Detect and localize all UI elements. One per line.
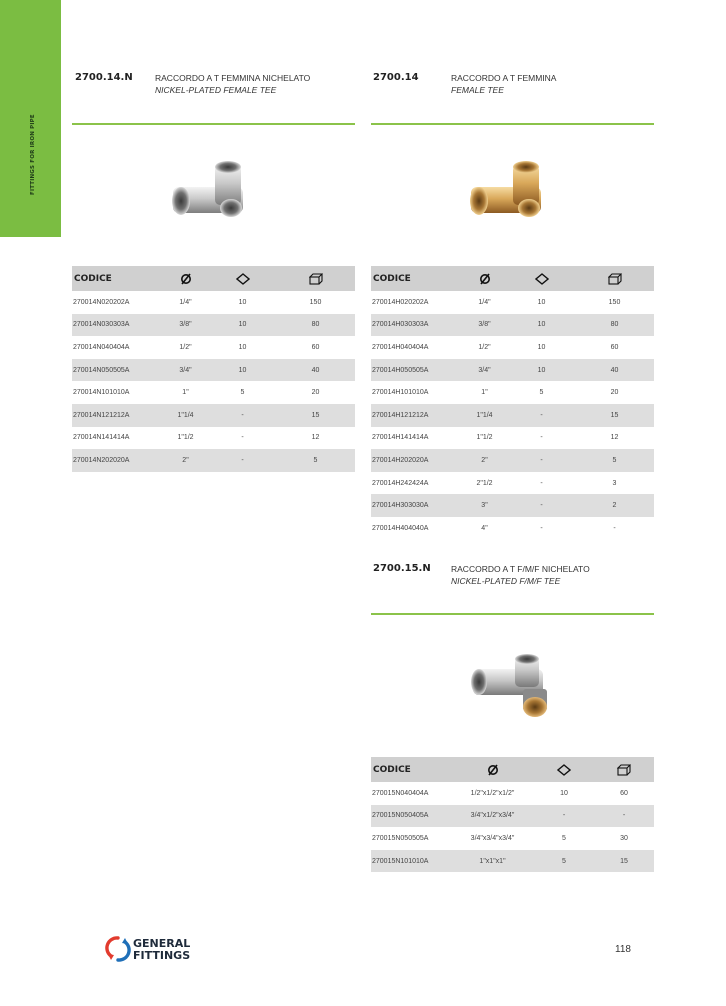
column-header-wrench <box>209 266 276 291</box>
cell-code: 270014H040404A <box>372 343 429 351</box>
table-row <box>371 805 654 828</box>
column-header-wrench <box>534 757 594 782</box>
column-header-diameter <box>461 266 508 291</box>
hex-wrench-icon <box>557 764 571 776</box>
table-row <box>72 404 355 427</box>
product-name-it: RACCORDO A T FEMMINA <box>451 73 557 83</box>
product-name-en: NICKEL-PLATED F/M/F TEE <box>451 576 561 586</box>
table-row <box>72 381 355 404</box>
product-table-2700-15-n <box>371 757 654 872</box>
cell-code: 270014H141414A <box>372 434 429 442</box>
cell-size: 1"1/4 <box>162 404 209 427</box>
diameter-icon <box>479 273 491 285</box>
cell-size: 3" <box>461 494 508 517</box>
cell-wrench: - <box>209 449 276 472</box>
sidebar-section-label: FITTINGS FOR IRON PIPE <box>30 114 36 195</box>
hex-wrench-icon <box>236 273 250 285</box>
table-row <box>371 472 654 495</box>
cell-pack: 60 <box>620 789 628 797</box>
cell-code: 270014N020202A <box>73 298 130 306</box>
box-icon <box>309 273 323 285</box>
product-code: 2700.14.N <box>75 72 133 83</box>
brass-female-tee-image <box>411 135 611 255</box>
logo-mark-icon <box>105 935 131 963</box>
cell-pack: 80 <box>575 314 654 337</box>
cell-wrench: - <box>534 805 594 828</box>
product-code: 2700.14 <box>373 72 419 83</box>
cell-pack: 150 <box>309 298 322 306</box>
cell-pack: - <box>613 524 616 532</box>
table-row <box>371 494 654 517</box>
table-row <box>72 291 355 314</box>
table-row <box>72 449 355 472</box>
cell-size: 1" <box>182 389 189 397</box>
cell-pack: 80 <box>276 314 355 337</box>
table-header-row <box>72 266 355 291</box>
table-row <box>371 427 654 450</box>
nickel-female-tee-image <box>113 135 313 255</box>
diameter-icon <box>180 273 192 285</box>
cell-size: 4" <box>481 524 488 532</box>
cell-code: 270015N050505A <box>372 834 429 842</box>
cell-wrench: 10 <box>537 298 546 306</box>
cell-wrench: 5 <box>539 389 544 397</box>
table-row <box>371 381 654 404</box>
cell-wrench: - <box>508 494 575 517</box>
cell-pack: 40 <box>276 359 355 382</box>
table-row <box>72 427 355 450</box>
cell-size: 3/4"x1/2"x3/4" <box>451 805 534 828</box>
cell-wrench: 10 <box>560 789 568 797</box>
cell-size: 1/2" <box>478 343 491 351</box>
table-row <box>371 850 654 873</box>
product-name-it: RACCORDO A T F/M/F NICHELATO <box>451 564 590 574</box>
cell-wrench: 5 <box>534 850 594 873</box>
table-header-row <box>371 266 654 291</box>
cell-code: 270014H242424A <box>372 479 429 487</box>
cell-code: 270014N050505A <box>72 359 162 382</box>
cell-size: 2"1/2 <box>476 479 493 487</box>
cell-wrench: - <box>508 404 575 427</box>
cell-size: 1/2"x1/2"x1/2" <box>470 789 515 797</box>
table-row <box>72 359 355 382</box>
cell-code: 270014H030303A <box>371 314 461 337</box>
cell-code: 270014H121212A <box>371 404 461 427</box>
cell-size: 1"1/2 <box>476 434 493 442</box>
cell-size: 3/8" <box>162 314 209 337</box>
cell-code: 270014H020202A <box>372 298 429 306</box>
table-row <box>371 782 654 805</box>
hex-wrench-icon <box>535 273 549 285</box>
logo-wordmark <box>133 938 190 962</box>
logo-line-1: GENERAL <box>133 937 191 950</box>
cell-pack: 15 <box>594 850 654 873</box>
cell-wrench: - <box>508 449 575 472</box>
cell-pack: 60 <box>610 343 619 351</box>
column-header-codice: CODICE <box>371 266 461 291</box>
cell-wrench: 10 <box>537 343 546 351</box>
cell-pack: 2 <box>575 494 654 517</box>
cell-size: 1" <box>481 389 488 397</box>
table-row <box>371 827 654 850</box>
product-header-2700-14 <box>373 72 653 102</box>
column-header-packaging <box>575 266 654 291</box>
cell-code: 270015N101010A <box>371 850 451 873</box>
cell-pack: 12 <box>610 434 619 442</box>
cell-wrench: 5 <box>562 834 566 842</box>
cell-pack: - <box>594 805 654 828</box>
cell-code: 270014N040404A <box>73 343 130 351</box>
cell-pack: 3 <box>612 479 617 487</box>
table-row <box>371 314 654 337</box>
column-header-packaging <box>594 757 654 782</box>
cell-wrench: 5 <box>240 389 245 397</box>
product-header-2700-15-n <box>373 563 653 593</box>
cell-pack: 20 <box>311 389 320 397</box>
box-icon <box>608 273 622 285</box>
cell-pack: 15 <box>575 404 654 427</box>
cell-wrench: 10 <box>508 359 575 382</box>
section-divider <box>371 123 654 125</box>
table-row <box>371 517 654 540</box>
box-icon <box>617 764 631 776</box>
table-row <box>371 359 654 382</box>
cell-pack: 20 <box>610 389 619 397</box>
column-header-diameter <box>162 266 209 291</box>
cell-code: 270014H303030A <box>371 494 461 517</box>
cell-code: 270015N040404A <box>372 789 429 797</box>
cell-code: 270014H101010A <box>372 389 429 397</box>
column-header-codice: CODICE <box>72 266 162 291</box>
cell-code: 270014N141414A <box>73 434 130 442</box>
sidebar-tab <box>0 0 61 237</box>
cell-pack: 150 <box>608 298 621 306</box>
product-name-it: RACCORDO A T FEMMINA NICHELATO <box>155 73 311 83</box>
product-table-2700-14 <box>371 266 654 540</box>
page-number: 118 <box>615 944 631 955</box>
column-header-packaging <box>276 266 355 291</box>
column-header-wrench <box>508 266 575 291</box>
cell-size: 1"x1"x1" <box>451 850 534 873</box>
column-header-diameter <box>451 757 534 782</box>
cell-size: 3/4" <box>461 359 508 382</box>
cell-wrench: - <box>540 524 543 532</box>
cell-wrench: 10 <box>238 343 247 351</box>
cell-code: 270014H202020A <box>371 449 461 472</box>
cell-code: 270014N121212A <box>72 404 162 427</box>
table-row <box>371 404 654 427</box>
table-row <box>371 291 654 314</box>
cell-code: 270014N030303A <box>72 314 162 337</box>
logo-line-2: FITTINGS <box>133 949 191 962</box>
table-row <box>72 314 355 337</box>
product-header-2700-14-n <box>75 72 355 102</box>
cell-wrench: 10 <box>209 359 276 382</box>
cell-pack: 30 <box>620 834 628 842</box>
cell-code: 270014N101010A <box>73 389 130 397</box>
cell-wrench: - <box>241 434 244 442</box>
cell-size: 1"1/2 <box>177 434 194 442</box>
cell-code: 270014H050505A <box>371 359 461 382</box>
cell-pack: 60 <box>311 343 320 351</box>
cell-code: 270015N050405A <box>371 805 451 828</box>
cell-pack: 12 <box>311 434 320 442</box>
general-fittings-logo <box>105 935 215 967</box>
product-code: 2700.15.N <box>373 563 431 574</box>
cell-wrench: - <box>209 404 276 427</box>
cell-size: 1"1/4 <box>461 404 508 427</box>
column-header-codice: CODICE <box>371 757 451 782</box>
cell-wrench: 10 <box>209 314 276 337</box>
cell-size: 3/4"x3/4"x3/4" <box>470 834 515 842</box>
cell-size: 3/4" <box>162 359 209 382</box>
cell-wrench: - <box>540 434 543 442</box>
section-divider <box>72 123 355 125</box>
cell-pack: 40 <box>575 359 654 382</box>
cell-size: 1/2" <box>179 343 192 351</box>
cell-pack: 5 <box>276 449 355 472</box>
cell-size: 1/4" <box>179 298 192 306</box>
cell-size: 2" <box>461 449 508 472</box>
cell-pack: 15 <box>276 404 355 427</box>
table-row <box>371 336 654 359</box>
nickel-fmf-tee-image <box>411 627 611 747</box>
cell-size: 1/4" <box>478 298 491 306</box>
diameter-icon <box>487 764 499 776</box>
table-row <box>72 336 355 359</box>
table-row <box>371 449 654 472</box>
cell-size: 3/8" <box>461 314 508 337</box>
cell-code: 270014H404040A <box>372 524 429 532</box>
product-name-en: FEMALE TEE <box>451 85 504 95</box>
cell-wrench: - <box>540 479 543 487</box>
product-name-en: NICKEL-PLATED FEMALE TEE <box>155 85 277 95</box>
cell-code: 270014N202020A <box>72 449 162 472</box>
cell-wrench: 10 <box>238 298 247 306</box>
cell-pack: 5 <box>575 449 654 472</box>
product-table-2700-14-n <box>72 266 355 472</box>
cell-size: 2" <box>162 449 209 472</box>
table-header-row <box>371 757 654 782</box>
cell-wrench: 10 <box>508 314 575 337</box>
section-divider <box>371 613 654 615</box>
